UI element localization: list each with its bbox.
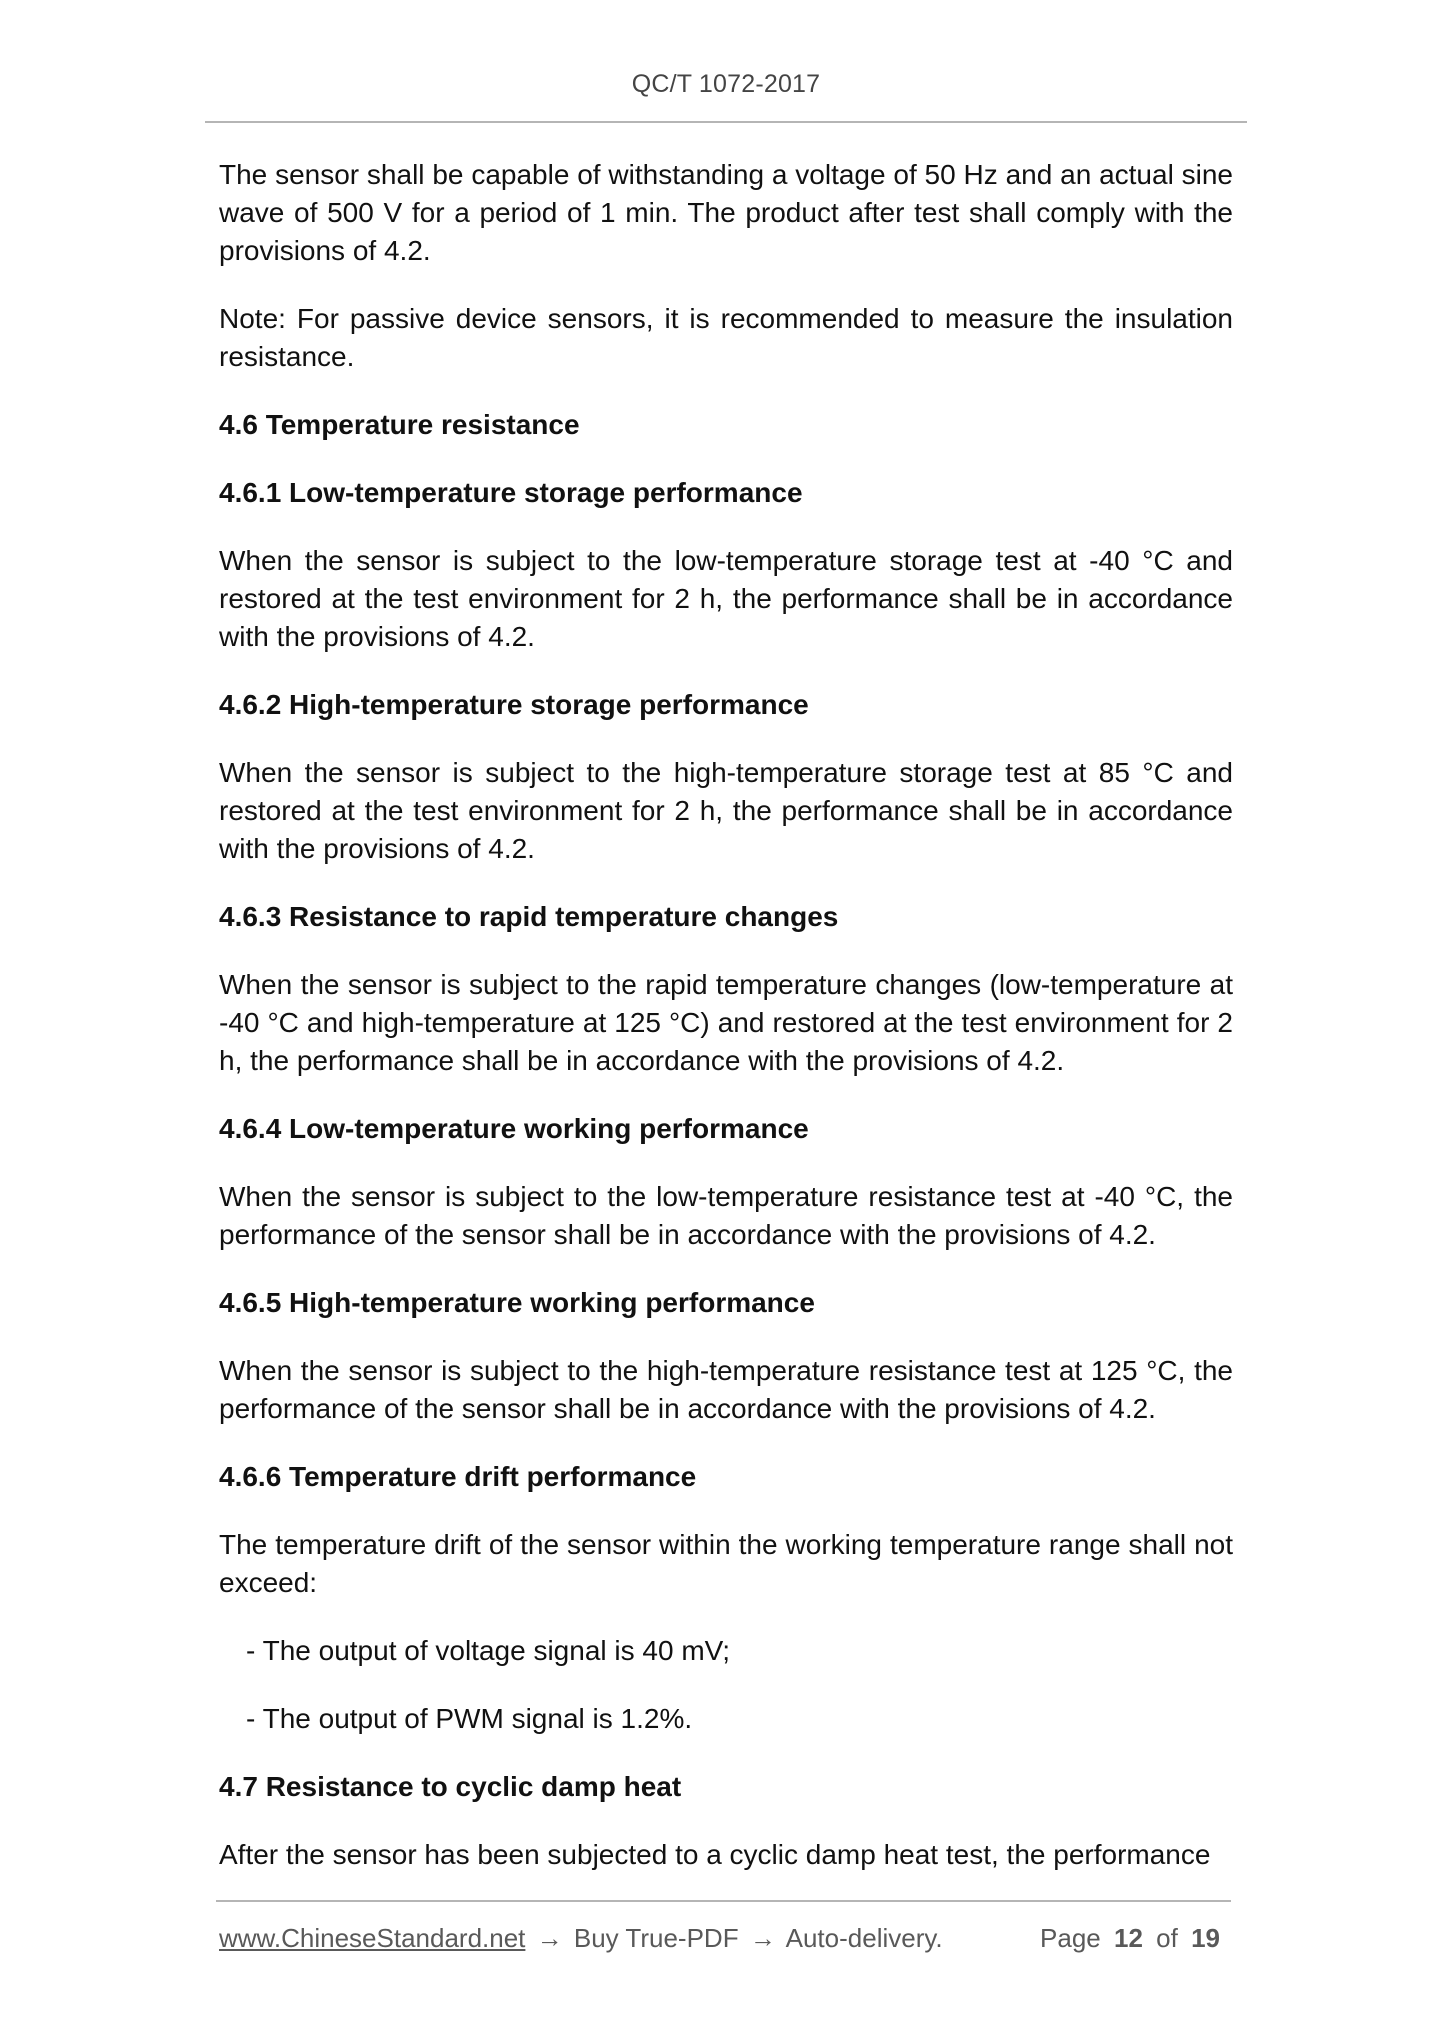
page-label: Page	[1040, 1923, 1101, 1953]
paragraph-4-6-4: When the sensor is subject to the low-temperature resistance test at -40 °C, the performance of the sensor shall be in accordance with the provisions of 4.2.	[219, 1181, 1233, 1250]
section-heading-4-6-2: 4.6.2 High-temperature storage performance	[219, 689, 809, 720]
arrow-right-icon: →	[536, 1923, 563, 1953]
section-heading-4-6-3: 4.6.3 Resistance to rapid temperature changes	[219, 901, 839, 932]
section-heading-4-6-5: 4.6.5 High-temperature working performance	[219, 1287, 815, 1318]
paragraph-withstand-voltage: The sensor shall be capable of withstanding a voltage of 50 Hz and an actual sine wave of 500 V for a period of 1 min. The product after test shall comply with the provisions of 4.2.	[219, 159, 1233, 266]
buy-true-pdf-text: Buy True-PDF	[573, 1923, 739, 1953]
footer-promo	[219, 1921, 943, 1955]
paragraph-4-6-6: The temperature drift of the sensor within the working temperature range shall not exceed:	[219, 1529, 1233, 1598]
header-divider	[205, 121, 1247, 123]
list-item-pwm-signal: - The output of PWM signal is 1.2%.	[246, 1703, 693, 1734]
section-heading-4-6-1: 4.6.1 Low-temperature storage performance	[219, 477, 803, 508]
paragraph-4-6-2: When the sensor is subject to the high-temperature storage test at 85 °C and restored at the test environment for 2 h, the performance shall be in accordance with the provisions of 4.2.	[219, 757, 1233, 864]
page-number-indicator	[1040, 1921, 1226, 1955]
paragraph-4-7: After the sensor has been subjected to a cyclic damp heat test, the performance	[219, 1839, 1211, 1870]
footer-divider	[216, 1900, 1231, 1902]
paragraph-4-6-5: When the sensor is subject to the high-temperature resistance test at 125 °C, the performance of the sensor shall be in accordance with the provisions of 4.2.	[219, 1355, 1233, 1424]
page-header: QC/T 1072-2017	[631, 70, 821, 98]
paragraph-4-6-3: When the sensor is subject to the rapid temperature changes (low-temperature at -40 °C and high-temperature at 125 °C) and restored at the test environment for 2 h, the performance shall be in accordance with the provisions of 4.2.	[219, 969, 1233, 1076]
paragraph-4-6-1: When the sensor is subject to the low-temperature storage test at -40 °C and restored at the test environment for 2 h, the performance shall be in accordance with the provisions of 4.2.	[219, 545, 1233, 652]
paragraph-note-passive: Note: For passive device sensors, it is recommended to measure the insulation resistance.	[219, 303, 1233, 372]
total-page-number: 19	[1191, 1923, 1220, 1953]
section-heading-4-6: 4.6 Temperature resistance	[219, 409, 580, 440]
auto-delivery-text: Auto-delivery.	[785, 1923, 943, 1953]
of-label: of	[1156, 1923, 1178, 1953]
section-heading-4-6-6: 4.6.6 Temperature drift performance	[219, 1461, 697, 1492]
current-page-number: 12	[1114, 1923, 1143, 1953]
section-heading-4-6-4: 4.6.4 Low-temperature working performance	[219, 1113, 809, 1144]
list-item-voltage-signal: - The output of voltage signal is 40 mV;	[246, 1635, 731, 1666]
section-heading-4-7: 4.7 Resistance to cyclic damp heat	[219, 1771, 682, 1802]
chinesestandard-link[interactable]: www.ChineseStandard.net	[219, 1923, 526, 1953]
page-footer	[219, 1921, 1231, 1957]
document-body	[219, 156, 1233, 1904]
arrow-right-icon: →	[749, 1923, 776, 1953]
